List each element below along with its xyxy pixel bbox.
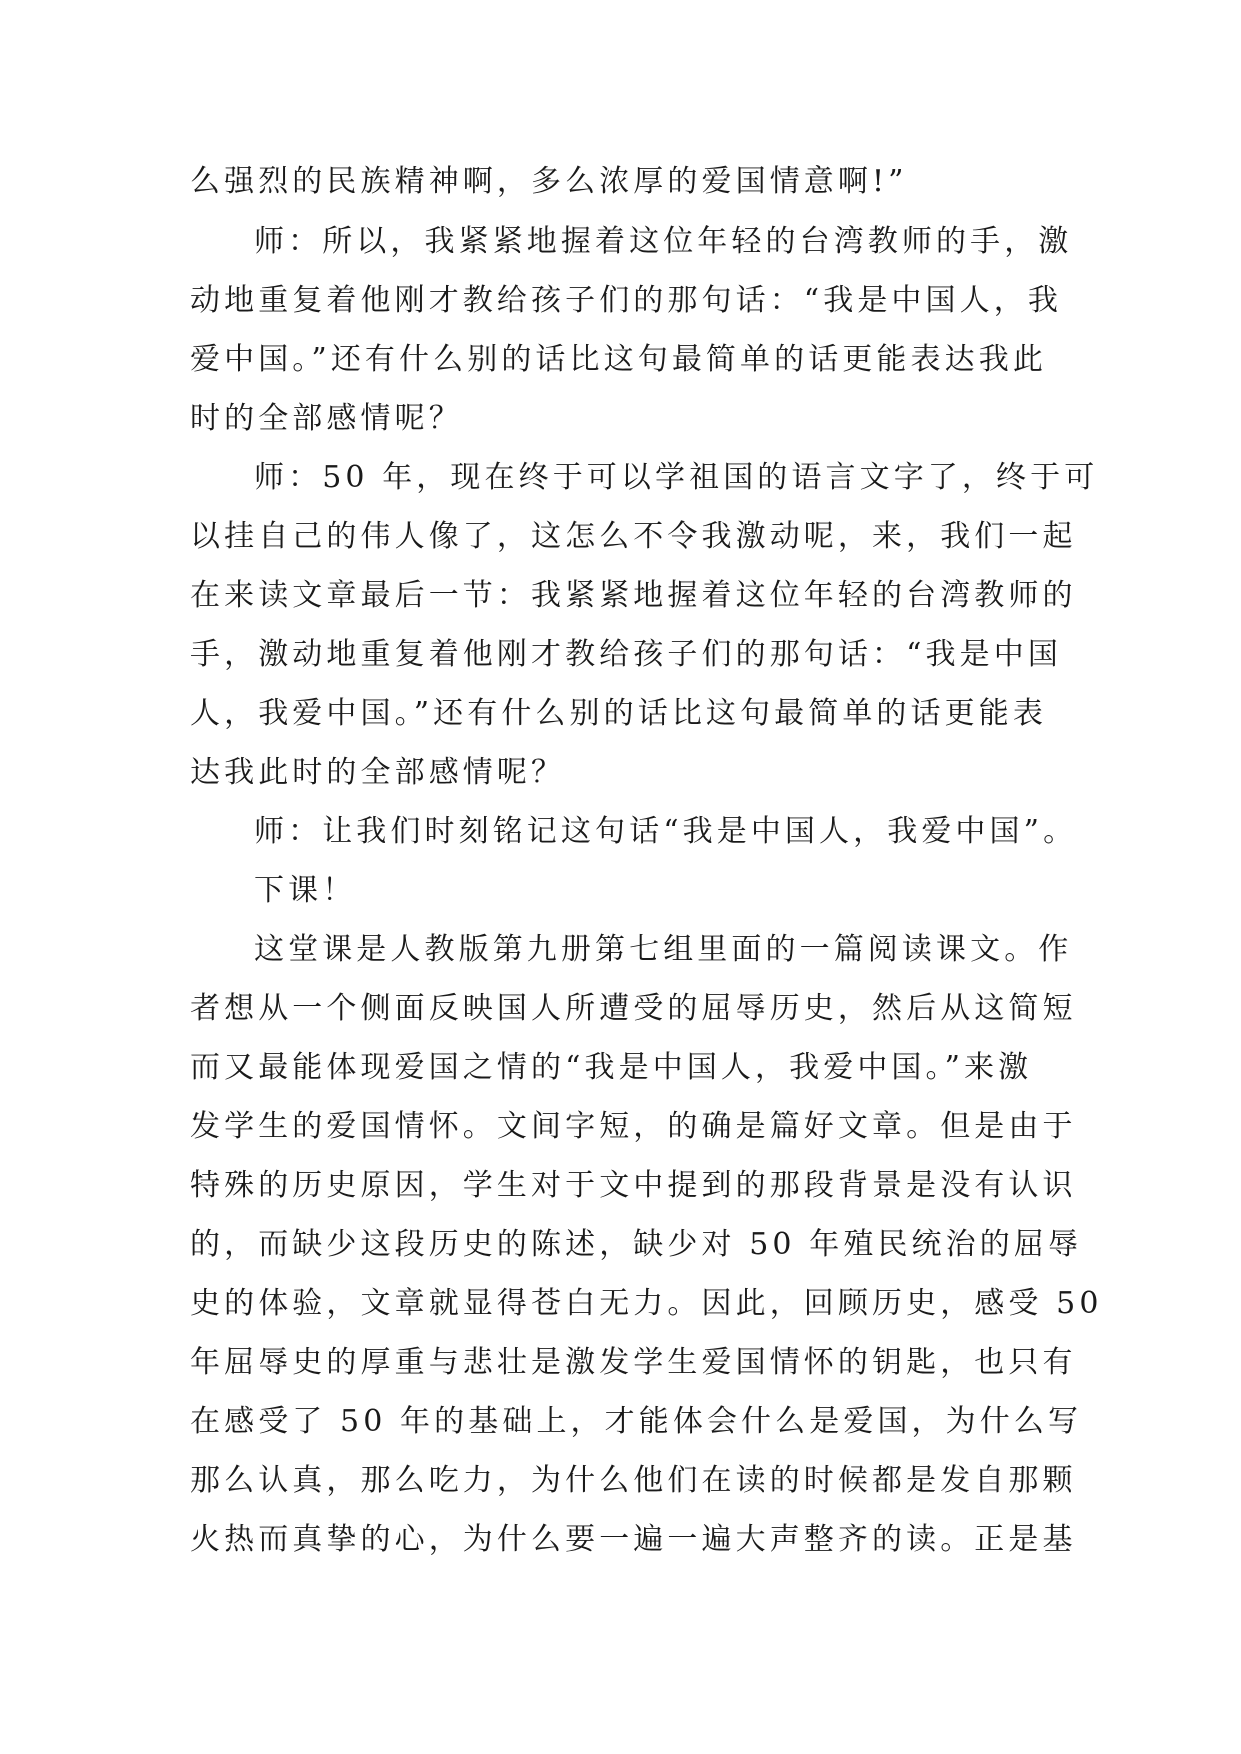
text-line: 这堂课是人教版第九册第七组里面的一篇阅读课文。作 [254,932,1073,967]
text-line: 达我此时的全部感情呢？ [190,755,566,790]
text-line: 人，我爱中国。”还有什么别的话比这句最简单的话更能表 [190,696,1047,731]
text-line: 的，而缺少这段历史的陈述，缺少对 50 年殖民统治的屈辱 [190,1227,1083,1262]
text-line: 发学生的爱国情怀。文间字短，的确是篇好文章。但是由于 [190,1109,1077,1144]
text-line: 火热而真挚的心，为什么要一遍一遍大声整齐的读。正是基 [190,1522,1077,1557]
text-line: 那么认真，那么吃力，为什么他们在读的时候都是发自那颗 [190,1463,1077,1498]
text-line: 在来读文章最后一节：我紧紧地握着这位年轻的台湾教师的 [190,578,1077,613]
document-page [190,0,1103,1754]
text-line: 师：50 年，现在终于可以学祖国的语言文字了，终于可 [254,460,1099,495]
text-line: 手，激动地重复着他刚才教给孩子们的那句话：“我是中国 [190,637,1062,672]
text-line: 年屈辱史的厚重与悲壮是激发学生爱国情怀的钥匙，也只有 [190,1345,1077,1380]
text-line: 师：让我们时刻铭记这句话“我是中国人，我爱中国”。 [254,814,1078,849]
text-line: 史的体验，文章就显得苍白无力。因此，回顾历史，感受 50 [190,1286,1103,1321]
text-line: 而又最能体现爱国之情的“我是中国人，我爱中国。”来激 [190,1050,1033,1085]
text-line: 下课！ [254,873,357,908]
text-line: 特殊的历史原因，学生对于文中提到的那段背景是没有认识 [190,1168,1077,1203]
text-line: 么强烈的民族精神啊，多么浓厚的爱国情意啊!” [190,164,908,199]
text-line: 时的全部感情呢？ [190,401,463,436]
text-line: 以挂自己的伟人像了，这怎么不令我激动呢，来，我们一起 [190,519,1077,554]
text-line: 者想从一个侧面反映国人所遭受的屈辱历史，然后从这简短 [190,991,1077,1026]
text-line: 在感受了 50 年的基础上，才能体会什么是爱国，为什么写 [190,1404,1083,1439]
text-line: 师：所以，我紧紧地握着这位年轻的台湾教师的手，激 [254,224,1073,259]
text-line: 爱中国。”还有什么别的话比这句最简单的话更能表达我此 [190,342,1047,377]
text-line: 动地重复着他刚才教给孩子们的那句话：“我是中国人，我 [190,283,1062,318]
